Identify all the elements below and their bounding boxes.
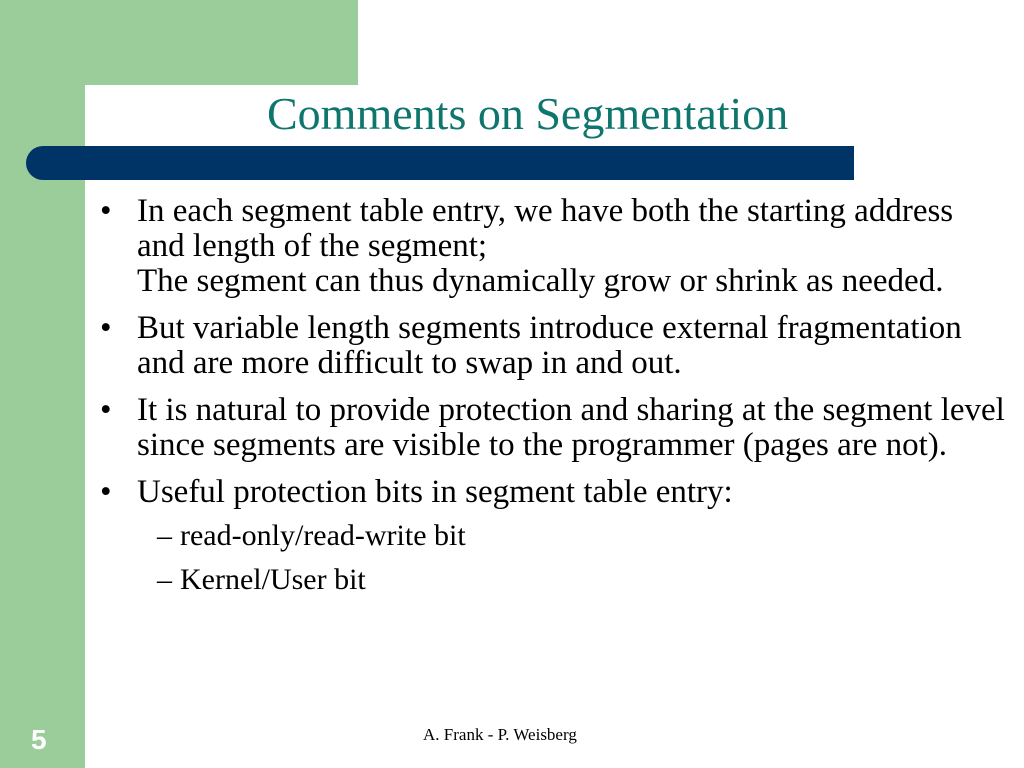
bullet-item (100, 393, 1005, 463)
bullet-marker: • (100, 193, 112, 229)
slide-title: Comments on Segmentation (267, 88, 789, 139)
bullet-text (137, 475, 1005, 510)
bullet-line: The segment can thus dynamically grow or shrink as needed. (137, 263, 944, 299)
bullet-line: It is natural to provide protection and sharing at the segment level since segments are visible to the programmer (pages are not). (137, 392, 1005, 463)
bullet-item (100, 475, 1005, 510)
title-underline-bar (26, 146, 854, 180)
slide-body (100, 194, 1005, 598)
bullet-text (137, 194, 1005, 299)
sub-bullet-item (100, 518, 1005, 554)
sub-bullet-marker: – (157, 563, 172, 596)
left-green-band (0, 0, 85, 768)
bullet-item (100, 194, 1005, 299)
bullet-line: Useful protection bits in segment table entry: (137, 474, 733, 510)
sub-bullet-item (100, 562, 1005, 598)
footer-authors: A. Frank - P. Weisberg (423, 725, 577, 744)
bullet-text (137, 311, 1005, 381)
bullet-marker: • (100, 474, 112, 510)
bullet-item (100, 311, 1005, 381)
sub-bullet-marker: – (157, 519, 172, 552)
top-green-band (0, 0, 358, 85)
bullet-line: In each segment table entry, we have both the starting address and length of the segment; (137, 193, 954, 264)
bullet-line: But variable length segments introduce external fragmentation and are more difficult to swap in and out. (137, 310, 962, 381)
bullet-marker: • (100, 310, 112, 346)
slide-number: 5 (31, 724, 47, 755)
bullet-marker: • (100, 392, 112, 428)
sub-bullet-text: read-only/read-write bit (180, 519, 466, 552)
rounded-corner (85, 85, 149, 149)
bullet-text (137, 393, 1005, 463)
sub-bullet-text: Kernel/User bit (180, 563, 366, 596)
